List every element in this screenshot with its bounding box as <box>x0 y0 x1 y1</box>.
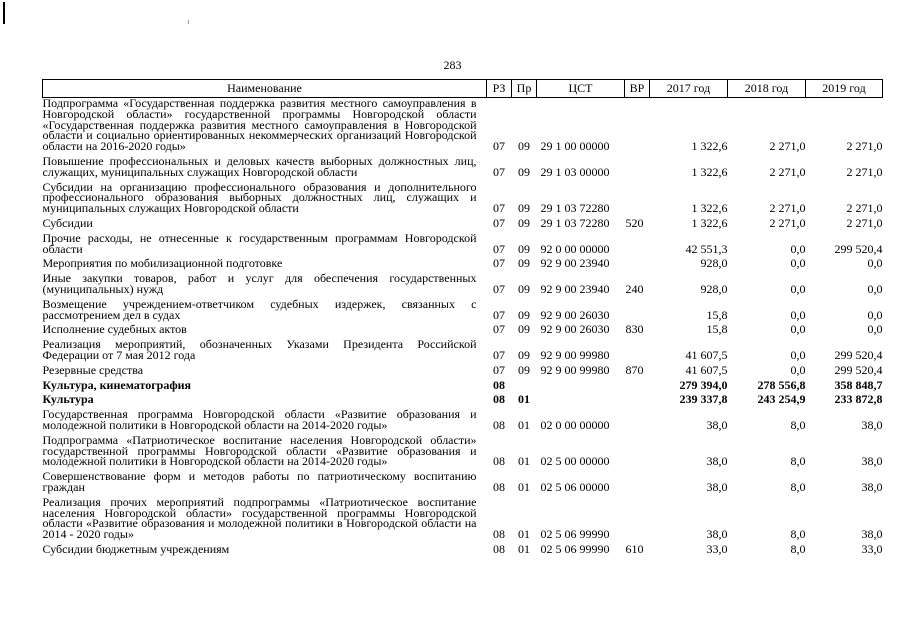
row-2019: 2 271,0 <box>846 215 883 230</box>
row-name: Прочие расходы, не отнесенные к государственным программам Новгородской области <box>42 230 477 256</box>
row-vr <box>625 376 650 391</box>
row-cst <box>537 390 625 405</box>
row-2018: 8,0 <box>790 454 806 469</box>
row-cst: 02 5 00 00000 <box>540 454 610 469</box>
table-row <box>43 390 883 405</box>
row-vr <box>625 178 650 214</box>
row-rz: 08 <box>493 479 505 494</box>
row-cst: 92 0 00 00000 <box>540 241 610 256</box>
row-name: Культура, кинематография <box>42 377 192 392</box>
row-2019: 0,0 <box>867 256 883 271</box>
row-rz: 08 <box>493 377 505 392</box>
row-vr <box>625 295 650 321</box>
row-name: Совершенствование форм и методов работы по патриотическому воспитанию граждан <box>42 469 477 494</box>
row-vr <box>625 98 650 152</box>
row-rz: 07 <box>493 215 505 230</box>
header-name: Наименование <box>43 80 487 98</box>
row-name: Исполнение судебных актов <box>42 322 187 337</box>
row-rz: 08 <box>493 417 505 432</box>
row-vr <box>625 493 650 540</box>
row-2019: 233 872,8 <box>834 392 883 407</box>
row-2019: 33,0 <box>861 541 883 556</box>
row-vr: 240 <box>625 281 644 296</box>
page-edge-mark <box>3 2 5 24</box>
row-rz: 07 <box>493 362 505 377</box>
table-row <box>43 335 883 361</box>
row-2018: 0,0 <box>790 281 806 296</box>
row-2017: 928,0 <box>700 256 728 271</box>
row-2019: 38,0 <box>861 479 883 494</box>
row-cst: 92 9 00 23940 <box>540 281 610 296</box>
row-2018: 8,0 <box>790 541 806 556</box>
row-pr: 09 <box>518 215 530 230</box>
row-cst: 02 0 00 00000 <box>540 417 610 432</box>
header-2019: 2019 год <box>806 80 883 98</box>
row-name: Возмещение учреждением-ответчиком судебных издержек, связанных с рассмотрением дел в судах <box>42 296 477 322</box>
table-row <box>43 98 883 152</box>
row-pr: 09 <box>518 201 530 216</box>
row-vr: 870 <box>625 362 644 377</box>
table-row <box>43 467 883 493</box>
row-rz: 08 <box>493 392 505 407</box>
row-cst: 92 9 00 99980 <box>540 347 610 362</box>
row-name: Иные закупки товаров, работ и услуг для обеспечения государственных (муниципальных) нужд <box>42 271 477 296</box>
row-2017: 38,0 <box>706 527 728 542</box>
row-2017: 38,0 <box>706 417 728 432</box>
row-2017: 38,0 <box>706 479 728 494</box>
row-2018: 8,0 <box>790 479 806 494</box>
row-cst: 29 1 03 00000 <box>540 164 610 179</box>
row-pr: 01 <box>518 479 530 494</box>
table-row <box>43 214 883 229</box>
row-rz: 08 <box>493 541 505 556</box>
row-2018: 2 271,0 <box>769 201 806 216</box>
row-2017: 41 607,5 <box>685 362 728 377</box>
row-rz: 07 <box>493 322 505 337</box>
row-pr: 09 <box>518 281 530 296</box>
table-row <box>43 178 883 214</box>
table-body <box>43 98 883 555</box>
row-vr <box>625 335 650 361</box>
row-rz: 08 <box>493 454 505 469</box>
row-rz: 07 <box>493 347 505 362</box>
row-name: Мероприятия по мобилизационной подготовке <box>42 256 283 271</box>
table-row <box>43 405 883 431</box>
table-row <box>43 152 883 178</box>
row-pr: 01 <box>518 417 530 432</box>
row-rz: 07 <box>493 201 505 216</box>
table-row <box>43 493 883 540</box>
row-2018: 0,0 <box>790 362 806 377</box>
row-name: Реализация мероприятий, обозначенных Указами Президента Российской Федерации от 7 мая 2012 года <box>42 337 477 362</box>
row-name: Субсидии <box>42 215 93 230</box>
header-2018: 2018 год <box>728 80 806 98</box>
table-row <box>43 320 883 335</box>
row-name: Государственная программа Новгородской области «Развитие образования и молодежной политики в Новгородской области на 2014-2020 годы» <box>42 407 477 432</box>
row-2019: 299 520,4 <box>834 362 883 377</box>
row-2018: 0,0 <box>790 347 806 362</box>
row-vr: 520 <box>625 215 644 230</box>
row-rz: 07 <box>493 256 505 271</box>
row-vr <box>625 229 650 255</box>
row-name: Субсидии на организацию профессионального образования и дополнительного профессионального образования выборных должностных лиц, служащих и муниципальных служащих Новгородской области <box>42 179 477 216</box>
table-row <box>43 295 883 321</box>
table-row <box>43 540 883 555</box>
row-name: Культура <box>42 392 94 407</box>
table-header-row <box>43 80 883 98</box>
table-row <box>43 269 883 295</box>
row-2019: 2 271,0 <box>846 201 883 216</box>
header-2017: 2017 год <box>650 80 728 98</box>
row-2019: 2 271,0 <box>846 139 883 154</box>
row-name: Субсидии бюджетным учреждениям <box>42 541 230 556</box>
row-vr <box>625 467 650 493</box>
row-2018: 2 271,0 <box>769 139 806 154</box>
row-pr: 09 <box>518 256 530 271</box>
row-pr: 09 <box>518 322 530 337</box>
row-2019: 358 848,7 <box>834 377 883 392</box>
table-row <box>43 254 883 269</box>
row-2018: 8,0 <box>790 417 806 432</box>
row-2017: 38,0 <box>706 454 728 469</box>
table-row <box>43 376 883 391</box>
row-2019: 2 271,0 <box>846 164 883 179</box>
row-2017: 15,8 <box>706 322 728 337</box>
row-name: Повышение профессиональных и деловых качеств выборных должностных лиц, служащих, муниципальных служащих Новгородской области <box>42 153 477 179</box>
row-2019: 38,0 <box>861 417 883 432</box>
row-vr <box>625 152 650 178</box>
row-pr: 01 <box>518 527 530 542</box>
row-2018: 2 271,0 <box>769 164 806 179</box>
row-2018: 278 556,8 <box>757 377 806 392</box>
row-2018: 0,0 <box>790 256 806 271</box>
row-pr: 01 <box>518 454 530 469</box>
table-row <box>43 431 883 467</box>
header-rz: РЗ <box>487 80 512 98</box>
row-2019: 38,0 <box>861 454 883 469</box>
scan-tick-mark <box>188 20 189 24</box>
row-rz: 08 <box>493 527 505 542</box>
row-cst: 29 1 03 72280 <box>540 201 610 216</box>
row-cst: 02 5 06 00000 <box>540 479 610 494</box>
table-row <box>43 229 883 255</box>
row-2019: 0,0 <box>867 322 883 337</box>
row-rz: 07 <box>493 281 505 296</box>
row-2017: 42 551,3 <box>685 241 728 256</box>
row-rz: 07 <box>493 307 505 322</box>
table-row <box>43 361 883 376</box>
row-2017: 279 394,0 <box>679 377 728 392</box>
row-2017: 1 322,6 <box>691 215 728 230</box>
row-cst: 92 9 00 23940 <box>540 256 610 271</box>
row-2018: 243 254,9 <box>757 392 806 407</box>
header-vr: ВР <box>625 80 650 98</box>
row-cst <box>537 376 625 391</box>
row-2018: 0,0 <box>790 241 806 256</box>
row-pr: 09 <box>518 139 530 154</box>
row-pr: 09 <box>518 164 530 179</box>
row-2017: 33,0 <box>706 541 728 556</box>
page-number: 283 <box>443 58 462 72</box>
row-2019: 0,0 <box>867 281 883 296</box>
row-2018: 8,0 <box>790 527 806 542</box>
row-2017: 239 337,8 <box>679 392 728 407</box>
row-2019: 38,0 <box>861 527 883 542</box>
row-name: Подпрограмма «Патриотическое воспитание населения Новгородской области» государственной программы Новгородской области «Развитие образования и молодежной политики в Новгородской области на 2014-2020 годы» <box>42 432 477 469</box>
row-vr: 830 <box>625 322 644 337</box>
row-cst: 92 9 00 26030 <box>540 322 610 337</box>
row-cst: 29 1 00 00000 <box>540 139 610 154</box>
row-2017: 41 607,5 <box>685 347 728 362</box>
row-rz: 07 <box>493 164 505 179</box>
row-vr <box>625 431 650 467</box>
row-rz: 07 <box>493 139 505 154</box>
row-2017: 1 322,6 <box>691 201 728 216</box>
budget-table <box>42 79 883 555</box>
header-pr: Пр <box>512 80 537 98</box>
row-pr: 09 <box>518 307 530 322</box>
row-name: Резервные средства <box>42 362 144 377</box>
row-2018: 2 271,0 <box>769 215 806 230</box>
row-rz: 07 <box>493 241 505 256</box>
row-2017: 1 322,6 <box>691 164 728 179</box>
row-2018: 0,0 <box>790 322 806 337</box>
row-2018: 0,0 <box>790 307 806 322</box>
row-cst: 02 5 06 99990 <box>540 541 610 556</box>
row-name: Реализация прочих мероприятий подпрограммы «Патриотическое воспитание населения Новгородской области» государственной программы Новгородской области «Развитие образования и молодежной политики в Новгородской области на 2014 - 2020 годы» <box>42 494 477 542</box>
header-cst: ЦСТ <box>537 80 625 98</box>
row-pr: 09 <box>518 241 530 256</box>
row-cst: 02 5 06 99990 <box>540 527 610 542</box>
row-cst: 29 1 03 72280 <box>540 215 610 230</box>
row-pr: 01 <box>518 541 530 556</box>
row-2017: 1 322,6 <box>691 139 728 154</box>
row-pr: 01 <box>518 392 530 407</box>
row-pr: 09 <box>518 347 530 362</box>
row-vr <box>625 390 650 405</box>
row-2019: 299 520,4 <box>834 347 883 362</box>
row-cst: 92 9 00 26030 <box>540 307 610 322</box>
row-vr: 610 <box>625 541 644 556</box>
row-2017: 15,8 <box>706 307 728 322</box>
row-cst: 92 9 00 99980 <box>540 362 610 377</box>
row-vr <box>625 405 650 431</box>
row-2019: 299 520,4 <box>834 241 883 256</box>
row-pr: 09 <box>518 362 530 377</box>
row-vr <box>625 254 650 269</box>
row-2019: 0,0 <box>867 307 883 322</box>
row-2017: 928,0 <box>700 281 728 296</box>
row-pr <box>512 376 537 391</box>
row-name: Подпрограмма «Государственная поддержка развития местного самоуправления в Новгородской области» государственной программы Новгородской области «Государственная поддержка развития местного самоуправления в Новгородской области и социально ориентированных некоммерческих организаций Новгородской области на 2016-2020 годы» <box>42 96 477 154</box>
